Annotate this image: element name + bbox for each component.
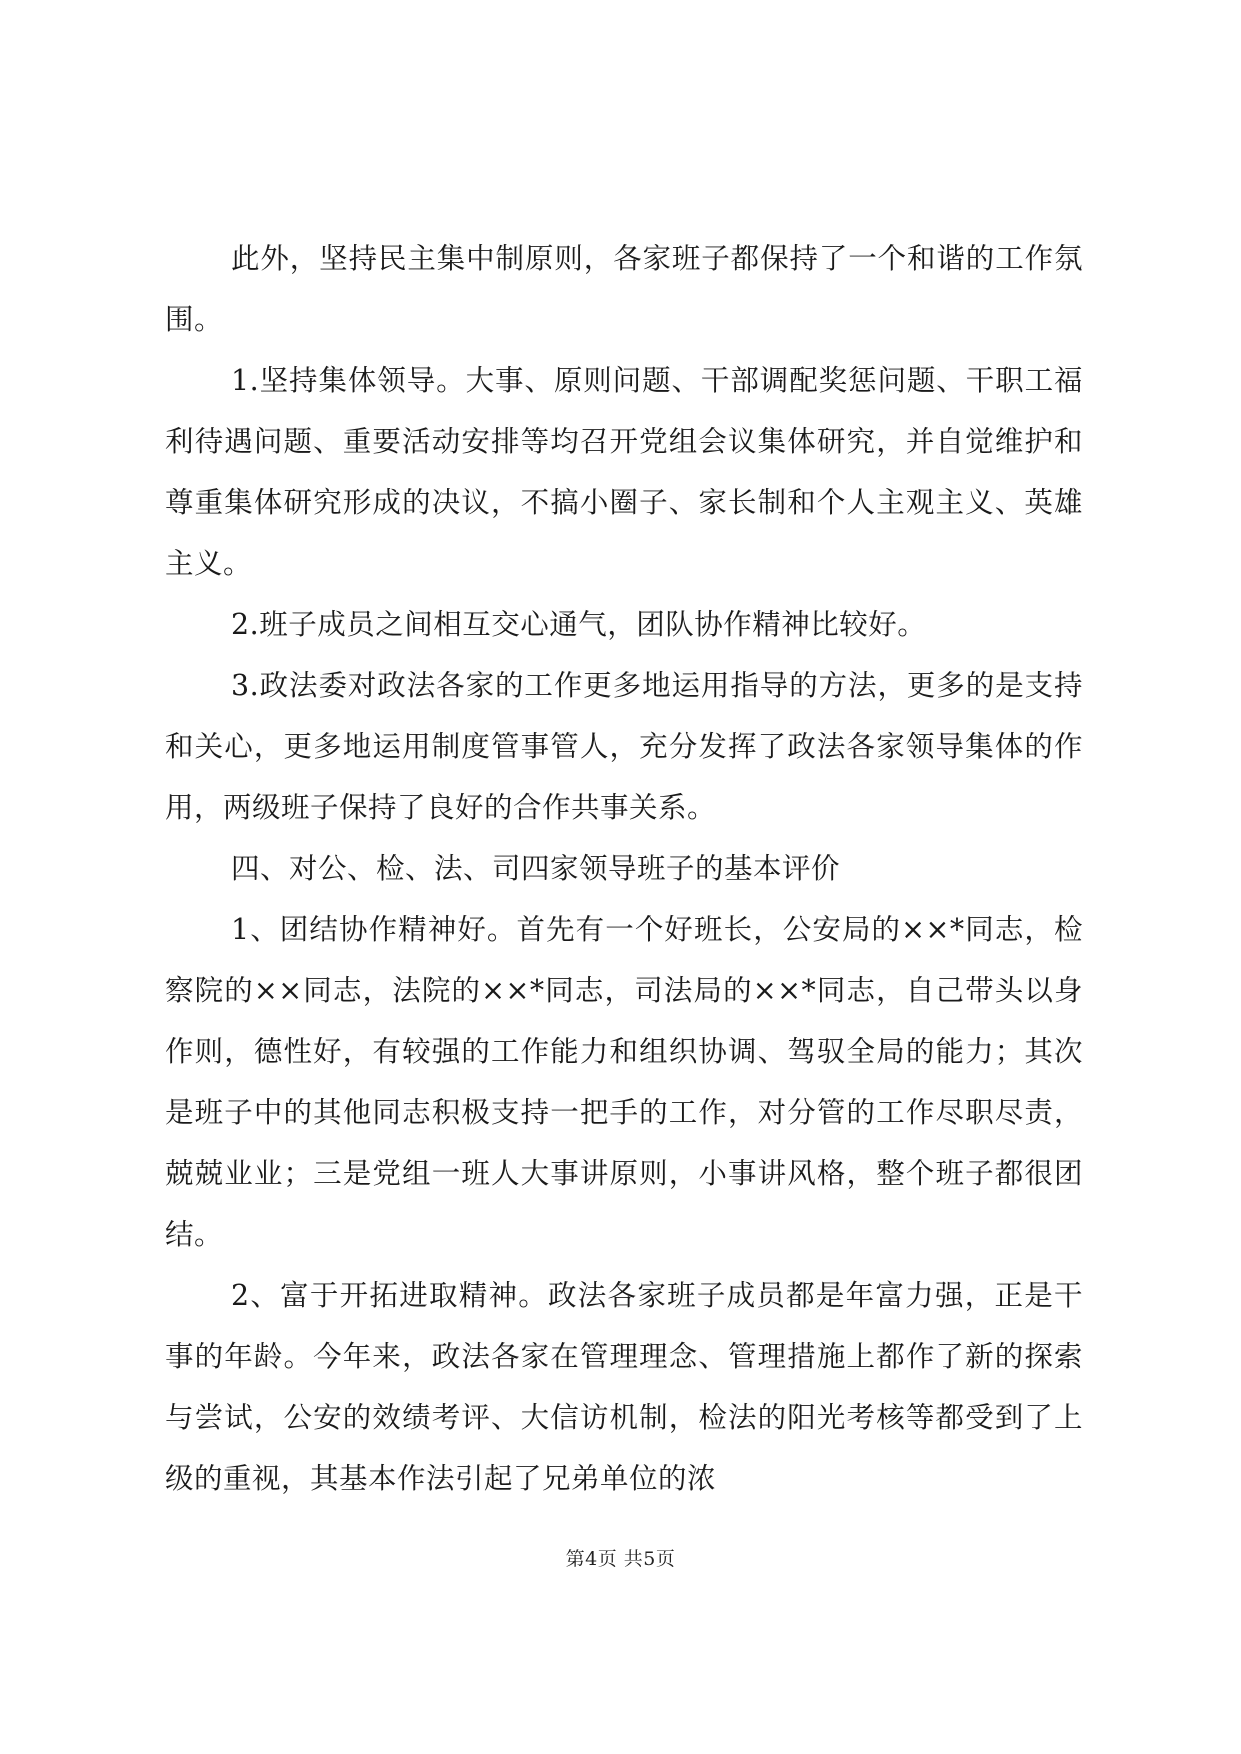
paragraph: 2、富于开拓进取精神。政法各家班子成员都是年富力强，正是干事的年龄。今年来，政法各家在管理理念、管理措施上都作了新的探索与尝试，公安的效绩考评、大信访机制，检法的阳光考核等都受到了上级的重视，其基本作法引起了兄弟单位的浓 <box>165 1279 1083 1495</box>
page-number-footer: 第4页 共5页 <box>565 1548 676 1570</box>
document-body <box>165 228 1083 1509</box>
paragraph: 1.坚持集体领导。大事、原则问题、干部调配奖惩问题、干职工福利待遇问题、重要活动安排等均召开党组会议集体研究，并自觉维护和尊重集体研究形成的决议，不搞小圈子、家长制和个人主观主义、英雄主义。 <box>165 364 1083 580</box>
paragraph: 2.班子成员之间相互交心通气，团队协作精神比较好。 <box>231 608 927 641</box>
paragraph: 1、团结协作精神好。首先有一个好班长，公安局的××*同志，检察院的××同志，法院的××*同志，司法局的××*同志，自己带头以身作则，德性好，有较强的工作能力和组织协调、驾驭全局的能力；其次是班子中的其他同志积极支持一把手的工作，对分管的工作尽职尽责，兢兢业业；三是党组一班人大事讲原则，小事讲风格，整个班子都很团结。 <box>165 913 1083 1251</box>
section-heading: 四、对公、检、法、司四家领导班子的基本评价 <box>231 852 841 885</box>
paragraph: 3.政法委对政法各家的工作更多地运用指导的方法，更多的是支持和关心，更多地运用制度管事管人，充分发挥了政法各家领导集体的作用，两级班子保持了良好的合作共事关系。 <box>165 669 1083 824</box>
paragraph: 此外，坚持民主集中制原则，各家班子都保持了一个和谐的工作氛围。 <box>165 242 1083 336</box>
